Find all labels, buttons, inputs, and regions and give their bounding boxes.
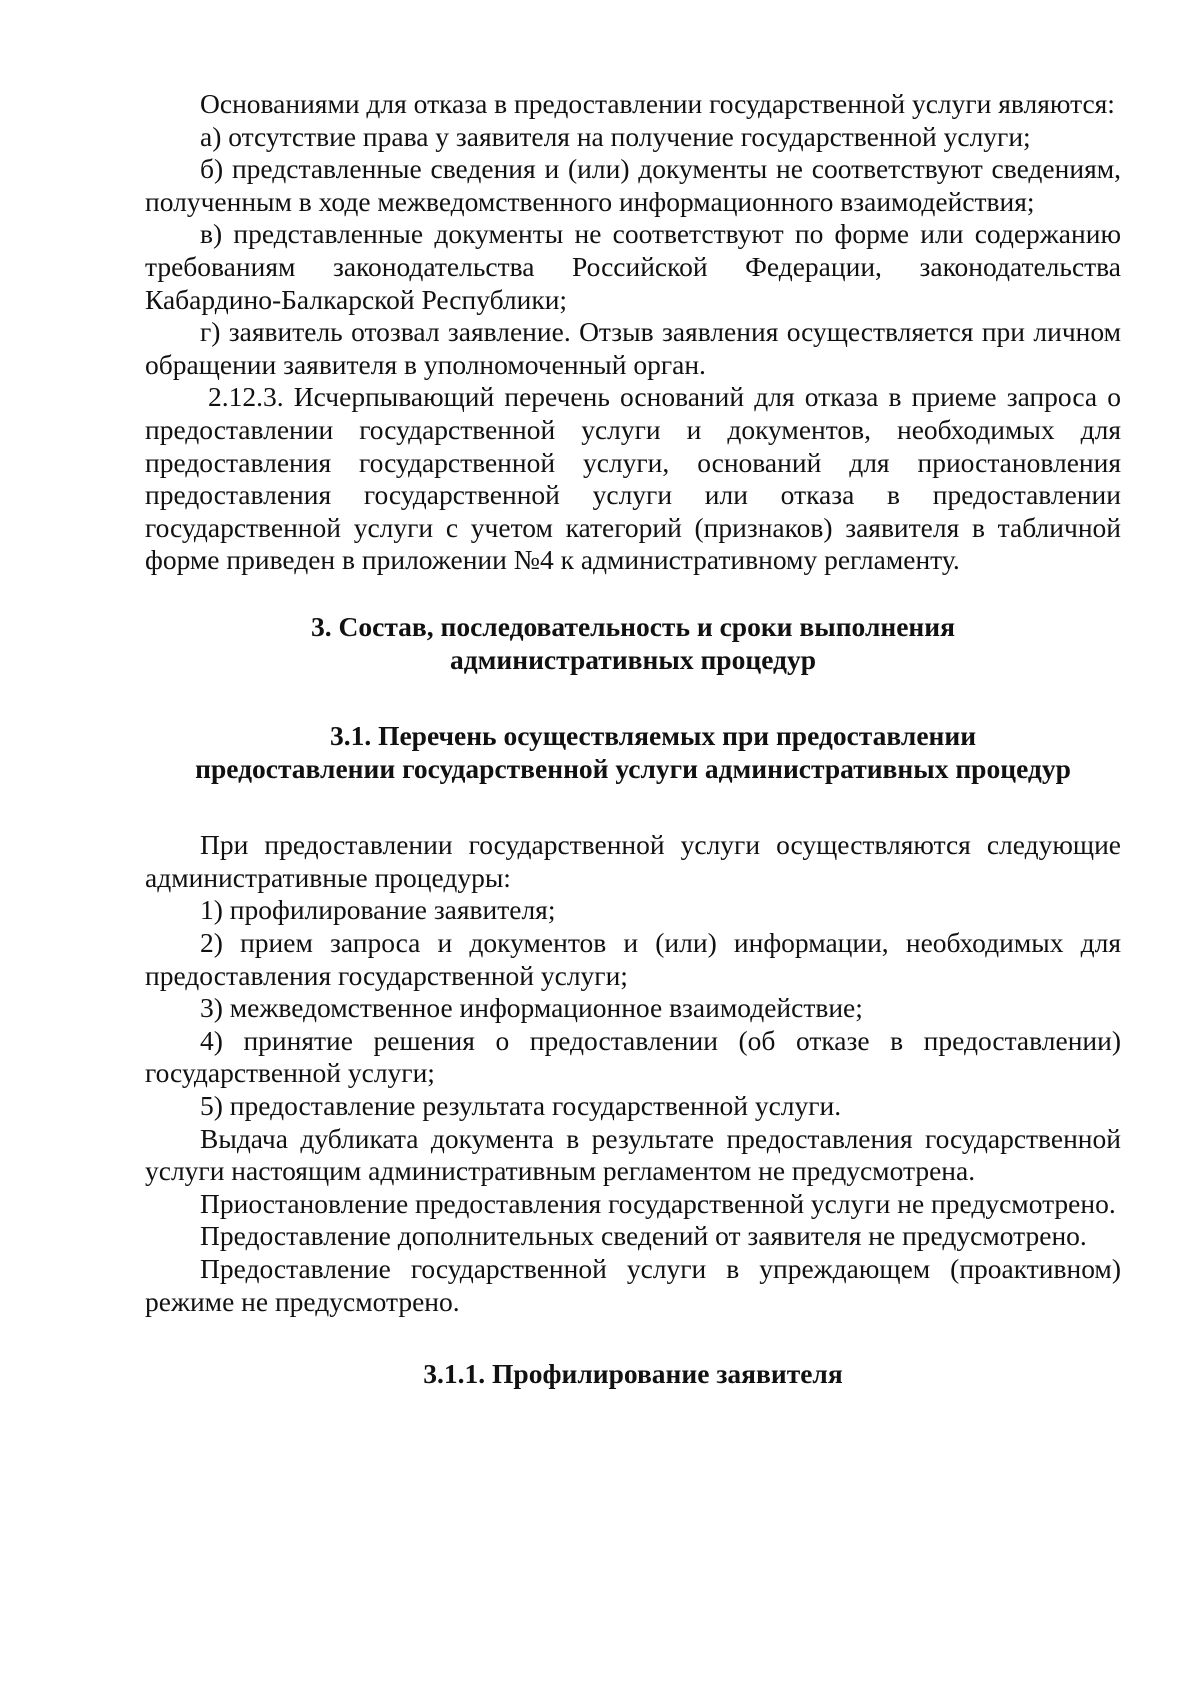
proactive-mode-note: Предоставление государственной услуги в упреждающем (проактивном) режиме не предусмотрено. [145,1253,1121,1317]
refusal-ground-a: а) отсутствие права у заявителя на получение государственной услуги; [200,120,1031,152]
procedure-1: 1) профилирование заявителя; [200,894,556,926]
refusal-ground-g: г) заявитель отозвал заявление. Отзыв заявления осуществляется при личном обращении заявителя в уполномоченный орган. [145,316,1121,380]
suspension-note: Приостановление предоставления государственной услуги не предусмотрено. [200,1187,1116,1219]
procedures-block [145,829,1121,1318]
refusal-ground-b: б) представленные сведения и (или) документы не соответствуют сведениям, полученным в ходе межведомственного информационного взаимодействия; [145,153,1121,217]
document-body [145,88,1121,1391]
procedures-intro: При предоставлении государственной услуги осуществляются следующие административные процедуры: [145,829,1121,893]
refusal-grounds-intro: Основаниями для отказа в предоставлении государственной услуги являются: [200,88,1115,119]
section-3-heading-line1: 3. Состав, последовательность и сроки выполнения [311,610,955,642]
additional-info-note: Предоставление дополнительных сведений от заявителя не предусмотрено. [200,1220,1087,1252]
procedure-2: 2) прием запроса и документов и (или) информации, необходимых для предоставления государственной услуги; [145,927,1121,991]
section-3-heading [145,611,1121,676]
refusal-ground-v: в) представленные документы не соответствуют по форме или содержанию требованиям законодательства Российской Федерации, законодательства Кабардино-Балкарской Республики; [145,218,1121,315]
section-3-1-1-heading: 3.1.1. Профилирование заявителя [423,1358,843,1390]
section-3-1-heading [145,720,1121,785]
duplicate-note: Выдача дубликата документа в результате предоставления государственной услуги настоящим административным регламентом не предусмотрена. [145,1122,1121,1187]
section-3-1-heading-line2: предоставлении государственной услуги административных процедур [195,752,1071,784]
section-3-1-heading-line1: 3.1. Перечень осуществляемых при предоставлении [329,720,977,752]
procedure-3: 3) межведомственное информационное взаимодействие; [200,992,863,1024]
procedure-5: 5) предоставление результата государственной услуги. [200,1090,842,1122]
section-3-heading-line2: административных процедур [450,643,816,675]
procedure-4: 4) принятие решения о предоставлении (об отказе в предоставлении) государственной услуги; [145,1024,1121,1089]
clause-2-12-3: 2.12.3. Исчерпывающий перечень оснований для отказа в приеме запроса о предоставлении государственной услуги и документов, необходимых для предоставления государственной услуги, оснований для приостановления предоставления государственной услуги или отказа в предоставлении государственной услуги с учетом категорий (признаков) заявителя в табличной форме приведен в приложении №4 к административному регламенту. [145,381,1121,576]
